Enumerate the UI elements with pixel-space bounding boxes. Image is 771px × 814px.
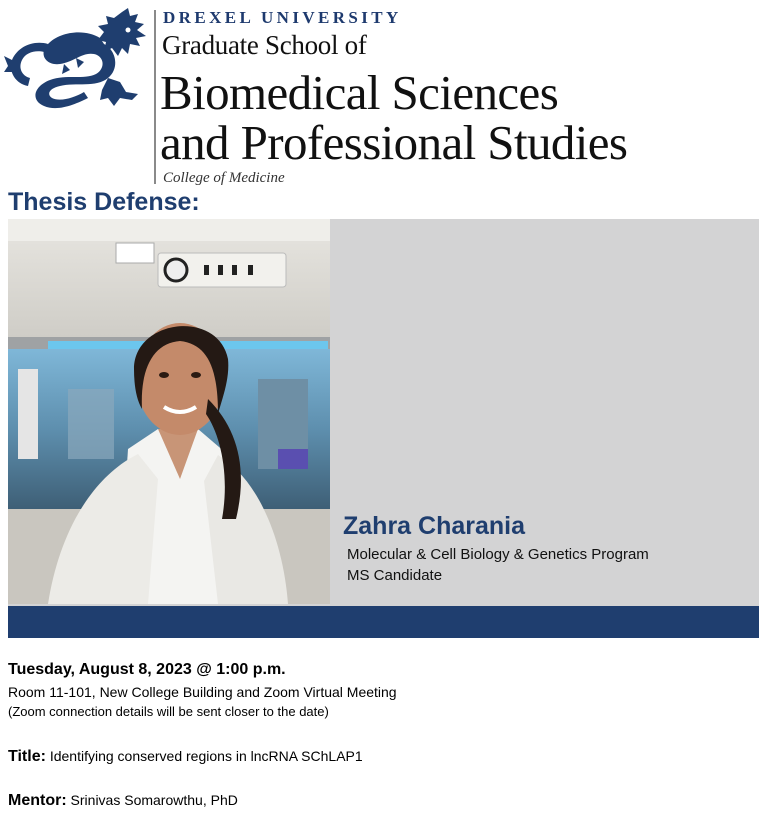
candidate-photo <box>8 219 330 604</box>
mentor <box>8 792 238 810</box>
school-line-3: and Professional Studies <box>160 115 628 170</box>
candidate-panel <box>8 219 759 606</box>
event-location: Room 11-101, New College Building and Zoom Virtual Meeting <box>8 684 397 700</box>
header <box>0 0 771 186</box>
event-note: (Zoom connection details will be sent closer to the date) <box>8 704 329 719</box>
event-datetime: Tuesday, August 8, 2023 @ 1:00 p.m. <box>8 661 286 678</box>
school-line-2: Biomedical Sciences <box>160 65 559 120</box>
thesis-title <box>8 748 363 766</box>
event-details <box>8 661 758 719</box>
header-divider <box>154 10 156 184</box>
event-type-heading: Thesis Defense: <box>8 188 200 216</box>
mentor-value: Srinivas Somarowthu, PhD <box>70 792 238 808</box>
candidate-degree: MS Candidate <box>347 567 443 584</box>
mentor-label: Mentor: <box>8 792 67 809</box>
school-line-1: Graduate School of <box>162 30 367 60</box>
candidate-name: Zahra Charania <box>343 512 526 540</box>
thesis-title-value: Identifying conserved regions in lncRNA SChLAP1 <box>49 748 363 764</box>
thesis-title-label: Title: <box>8 748 46 765</box>
accent-bar <box>8 606 759 638</box>
university-name: DREXEL UNIVERSITY <box>163 8 402 27</box>
candidate-program: Molecular & Cell Biology & Genetics Program <box>347 546 649 563</box>
drexel-dragon-logo-icon <box>4 8 150 110</box>
college-name: College of Medicine <box>163 170 285 186</box>
